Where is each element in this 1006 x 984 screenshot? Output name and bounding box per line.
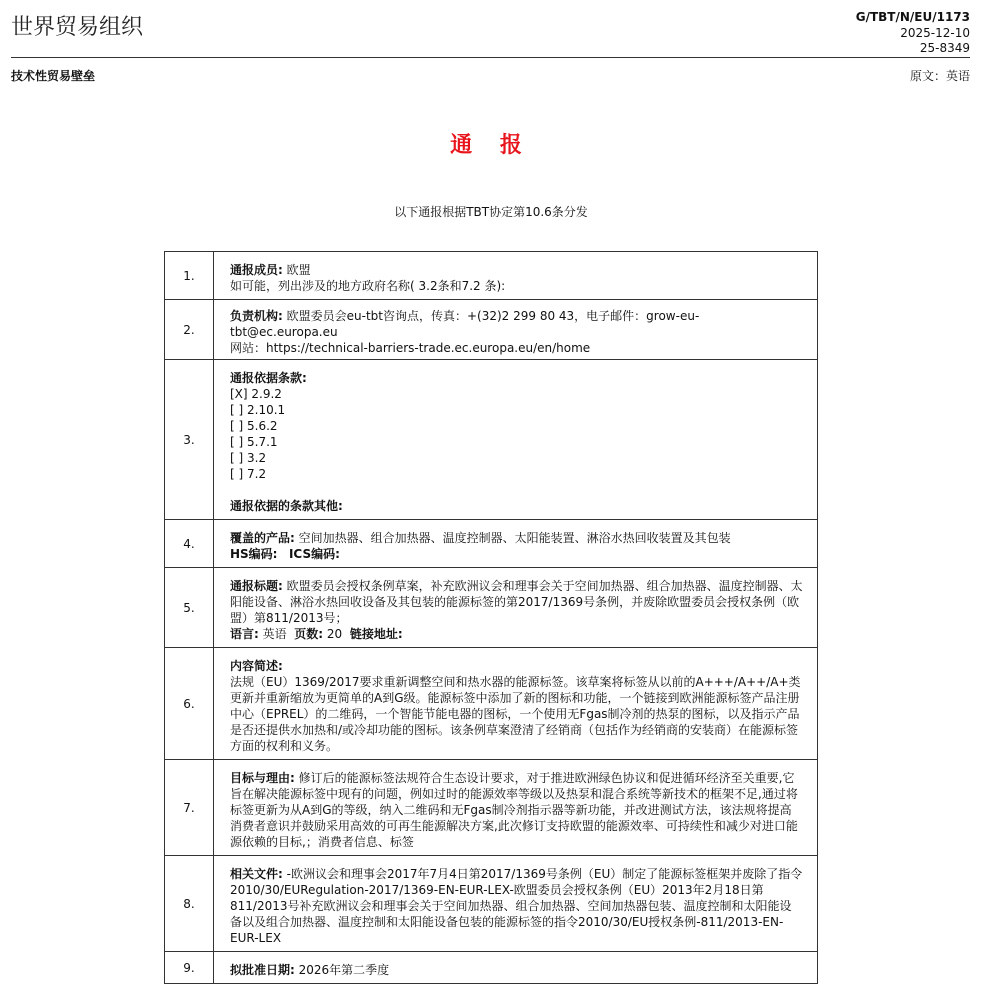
document-symbol: G/TBT/N/EU/1173 xyxy=(855,10,970,24)
row-number: 6. xyxy=(165,648,214,760)
field-label: 通报依据条款: xyxy=(230,371,307,385)
table-row xyxy=(165,360,818,520)
pages-value: 20 xyxy=(323,627,343,641)
field-value: 欧盟委员会eu-tbt咨询点，传真：+(32)2 299 80 43，电子邮件：grow-eu-tbt@ec.europa.eu xyxy=(230,309,700,339)
committee-name: 技术性贸易壁垒 xyxy=(11,69,96,83)
field-label: 负责机构: xyxy=(230,309,283,323)
row-number: 1. xyxy=(165,252,214,300)
field-value: 修订后的能源标签法规符合生态设计要求，对于推进欧洲绿色协议和促进循环经济至关重要,它旨在解决能源标签中现有的问题，例如过时的能源效率等级以及热泵和混合系统等新技术的框架不足,通过将标签更新为从A到G的等级，纳入二维码和无Fgas制冷剂指示器等新功能，并改进测试方法，该法规将提高消费者意识并鼓励采用高效的可再生能源解决方案,此次修订支持欧盟的能源效率、可持续性和减少对进口能源依赖的目标,；消费者信息、标签 xyxy=(230,771,798,849)
row-number: 5. xyxy=(165,568,214,648)
row-content xyxy=(214,856,818,952)
table-row xyxy=(165,520,818,568)
table-row xyxy=(165,760,818,856)
row-number: 8. xyxy=(165,856,214,952)
field-label: 拟批准日期: xyxy=(230,963,295,977)
field-label: 相关文件: xyxy=(230,867,283,881)
row-number: 9. xyxy=(165,952,214,984)
field-value: 欧盟委员会授权条例草案，补充欧洲议会和理事会关于空间加热器、组合加热器、温度控制器、太阳能设备、淋浴水热回收设备及其包装的能源标签的第2017/1369号条例，并废除欧盟委员会授权条例（欧盟）第811/2013号； xyxy=(230,579,803,625)
row-content xyxy=(214,952,818,984)
language-label: 语言: xyxy=(230,627,259,641)
language-value: 英语 xyxy=(258,627,287,641)
field-value: -欧洲议会和理事会2017年7月4日第2017/1369号条例（EU）制定了能源标签框架并废除了指令2010/30/EURegulation-2017/1369-EN-EUR-LEX-欧盟委员会授权条例（EU）2013年2月18日第811/2013号补充欧洲议会和理事会关于空间加热器、组合加热器、空间加热器包装、温度控制和太阳能设备以及组合加热器、温度控制和太阳能设备包装的能源标签的指令2010/30/EU授权条例-811/2013-EN-EUR-LEX xyxy=(230,867,803,945)
document-meta xyxy=(856,10,970,57)
intro-text: 以下通报根据TBT协定第10.6条分发 xyxy=(394,205,588,219)
field-label: 通报标题: xyxy=(230,579,283,593)
row-number: 3. xyxy=(165,360,214,520)
table-row xyxy=(165,952,818,984)
row-content xyxy=(214,520,818,568)
table-row xyxy=(165,568,818,648)
row-number: 4. xyxy=(165,520,214,568)
page-title: 通 报 xyxy=(450,133,532,158)
table-row xyxy=(165,300,818,360)
pages-label: 页数: xyxy=(294,627,324,641)
field-label: 通报依据的条款其他: xyxy=(230,499,343,513)
row-content xyxy=(214,360,818,520)
notification-table xyxy=(164,251,818,984)
website-value: 网站：https://technical-barriers-trade.ec.europa.eu/en/home xyxy=(230,341,591,355)
ics-code-label: ICS编码: xyxy=(288,547,340,561)
row-content xyxy=(214,760,818,856)
checkbox-item: [ ] 5.6.2 xyxy=(230,419,278,433)
document-ref: 25-8349 xyxy=(919,41,970,55)
table-row xyxy=(165,252,818,300)
table-row xyxy=(165,856,818,952)
checkbox-item: [ ] 7.2 xyxy=(230,467,267,481)
field-label: 通报成员: xyxy=(230,263,283,277)
row-content xyxy=(214,648,818,760)
checkbox-item: [ ] 5.7.1 xyxy=(230,435,278,449)
field-value: 2026年第二季度 xyxy=(294,963,390,977)
link-label: 链接地址: xyxy=(349,627,403,641)
checkbox-item: [X] 2.9.2 xyxy=(230,387,282,401)
hs-code-label: HS编码: xyxy=(230,547,278,561)
row-content xyxy=(214,300,818,360)
row-number: 7. xyxy=(165,760,214,856)
row-number: 2. xyxy=(165,300,214,360)
checkbox-item: [ ] 2.10.1 xyxy=(230,403,286,417)
document-date: 2025-12-10 xyxy=(900,25,970,40)
field-label: 覆盖的产品: xyxy=(230,531,295,545)
header-divider xyxy=(11,57,970,58)
field-label: 内容简述: xyxy=(230,659,283,673)
field-value: 欧盟 xyxy=(282,263,311,277)
table-row xyxy=(165,648,818,760)
row-content xyxy=(214,252,818,300)
field-value: 法规（EU）1369/2017要求重新调整空间和热水器的能源标签。该草案将标签从以前的A+++/A++/A+类更新并重新缩放为更简单的A到G级。能源标签中添加了新的图标和功能，一个链接到欧洲能源标签产品注册中心（EPREL）的二维码，一个智能节能电器的图标，一个使用无Fgas制冷剂的热泵的图标，以及指示产品是否还提供水加热和/或冷却功能的图标。该条例草案澄清了经销商（包括作为经销商的安装商）在能源标签方面的权利和义务。 xyxy=(230,675,801,753)
row-content xyxy=(214,568,818,648)
spacer xyxy=(230,482,803,498)
field-note: 如可能，列出涉及的地方政府名称( 3.2条和7.2 条): xyxy=(230,279,506,293)
organization-name: 世界贸易组织 xyxy=(11,15,144,40)
original-language: 原文：英语 xyxy=(909,69,970,83)
field-label: 目标与理由: xyxy=(230,771,295,785)
field-value: 空间加热器、组合加热器、温度控制器、太阳能装置、淋浴水热回收装置及其包装 xyxy=(294,531,731,545)
checkbox-item: [ ] 3.2 xyxy=(230,451,267,465)
